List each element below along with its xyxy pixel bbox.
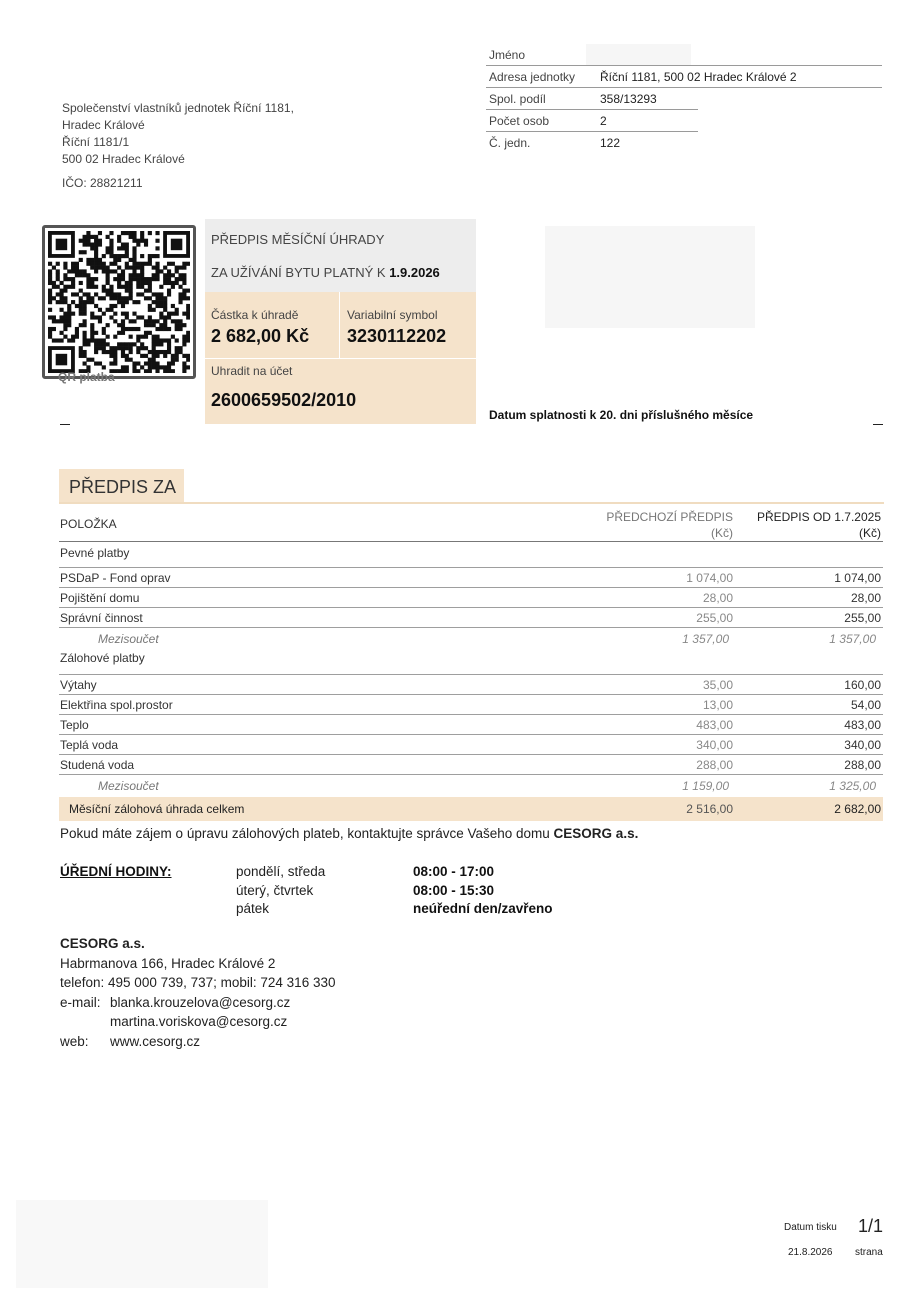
payment-valid-date: 1.9.2026: [389, 265, 440, 280]
table-row: [59, 715, 883, 735]
group-title: Zálohové platby: [60, 651, 145, 665]
contact-company: CESORG a.s.: [60, 936, 145, 951]
total-label: Měsíční zálohová úhrada celkem: [69, 802, 245, 816]
contact-phone: telefon: 495 000 739, 737; mobil: 724 316 330: [60, 975, 336, 990]
prev-value: 28,00: [702, 591, 733, 605]
new-value: 340,00: [844, 738, 881, 752]
unit-info-value: 122: [600, 136, 621, 150]
fold-mark: [873, 424, 883, 425]
unit-info-label: Jméno: [489, 48, 526, 62]
contact-block: [60, 934, 335, 1051]
item-name: Výtahy: [60, 678, 97, 692]
table-row: [59, 588, 883, 608]
redacted-area: [545, 226, 755, 328]
variable-symbol-label: Variabilní symbol: [347, 308, 438, 322]
due-date-note: Datum splatnosti k 20. dni příslušného měsíce: [489, 408, 754, 422]
page-number: 1/1: [858, 1216, 884, 1236]
office-hours-title: ÚŘEDNÍ HODINY:: [60, 864, 172, 879]
payment-title-line2: [211, 265, 440, 280]
owner-line: Společenství vlastníků jednotek Říční 1181,: [62, 101, 294, 115]
new-value: 288,00: [844, 758, 881, 772]
table-row: [59, 695, 883, 715]
name-redacted-field: [586, 44, 691, 66]
prev-total: 2 516,00: [686, 802, 733, 816]
charges-table: [59, 505, 883, 821]
print-date: 21.8.2026: [788, 1247, 833, 1258]
amount-label: Částka k úhradě: [211, 308, 299, 322]
col-new-header: [757, 509, 881, 541]
owner-line: Říční 1181/1: [62, 135, 130, 149]
payment-box-body: [205, 292, 476, 424]
unit-info-row-share: [486, 88, 882, 110]
col-prev-header: [606, 509, 733, 541]
contact-web-row: [60, 1032, 335, 1052]
unit-info-row-name: [486, 44, 882, 66]
prev-value: 13,00: [702, 698, 733, 712]
unit-info-row-address: [486, 66, 882, 88]
new-value: 1 357,00: [829, 632, 876, 646]
unit-info-label: Spol. podíl: [489, 92, 546, 106]
section-tab: [59, 469, 184, 502]
email-link[interactable]: blanka.krouzelova@cesorg.cz: [110, 994, 291, 1010]
group-title: Pevné platby: [60, 546, 130, 560]
contact-email-row: [60, 993, 335, 1013]
col-new-header-line2: (Kč): [859, 526, 881, 540]
item-name: PSDaP - Fond oprav: [60, 571, 171, 585]
table-row: [59, 735, 883, 755]
col-prev-header-line1: PŘEDCHOZÍ PŘEDPIS: [606, 510, 733, 524]
table-header: [59, 505, 883, 542]
fold-mark: [60, 424, 70, 425]
payment-title-prefix: ZA UŽÍVÁNÍ BYTU PLATNÝ K: [211, 265, 390, 280]
new-value: 160,00: [844, 678, 881, 692]
subtotal-label: Mezisoučet: [98, 632, 159, 646]
qr-code[interactable]: [42, 225, 196, 379]
hours-time: 08:00 - 15:30: [413, 883, 495, 898]
unit-info-label: Č. jedn.: [489, 136, 531, 150]
group-title-row: [59, 649, 883, 675]
account-value: 2600659502/2010: [211, 390, 357, 410]
prev-value: 340,00: [696, 738, 733, 752]
hours-days: pondělí, středa: [236, 864, 326, 879]
owner-line: Hradec Králové: [62, 118, 145, 132]
contact-email-row: [60, 1012, 335, 1032]
table-row: [59, 675, 883, 695]
item-name: Správní činnost: [60, 611, 143, 625]
prev-value: 35,00: [702, 678, 733, 692]
email-label: e-mail:: [60, 994, 101, 1010]
item-name: Elektřina spol.prostor: [60, 698, 173, 712]
section-title: PŘEDPIS ZA: [69, 477, 177, 497]
contact-address: Habrmanova 166, Hradec Králové 2: [60, 955, 276, 971]
new-value: 255,00: [844, 611, 881, 625]
prev-value: 1 159,00: [682, 779, 729, 793]
unit-info-table: [486, 44, 882, 154]
new-value: 1 325,00: [829, 779, 876, 793]
item-name: Studená voda: [60, 758, 135, 772]
section-divider: [59, 502, 884, 504]
col-item-header: POLOŽKA: [60, 517, 117, 531]
prev-value: 483,00: [696, 718, 733, 732]
unit-info-label: Počet osob: [489, 114, 550, 128]
note-company: CESORG a.s.: [553, 826, 639, 841]
new-total: 2 682,00: [834, 802, 881, 816]
prev-value: 288,00: [696, 758, 733, 772]
unit-info-value: Říční 1181, 500 02 Hradec Králové 2: [600, 70, 797, 84]
hours-days: úterý, čtvrtek: [236, 883, 314, 898]
table-row: [59, 568, 883, 588]
web-label: web:: [60, 1033, 89, 1049]
item-name: Teplá voda: [60, 738, 119, 752]
page-label: strana: [855, 1247, 883, 1258]
note-text: Pokud máte zájem o úpravu zálohových plateb, kontaktujte správce Vašeho domu: [60, 826, 554, 841]
subtotal-row: [59, 628, 883, 649]
owner-line: 500 02 Hradec Králové: [62, 152, 185, 166]
email-link[interactable]: martina.voriskova@cesorg.cz: [110, 1014, 288, 1029]
print-date-label: Datum tisku: [784, 1222, 837, 1233]
qr-code-pattern: [48, 231, 190, 373]
owner-address: [62, 100, 294, 192]
col-prev-header-line2: (Kč): [711, 526, 733, 540]
subtotal-row: [59, 775, 883, 797]
qr-label: QR platba: [58, 370, 115, 384]
prev-value: 1 357,00: [682, 632, 729, 646]
group-title-row: [59, 542, 883, 568]
amount-value: 2 682,00 Kč: [211, 326, 310, 346]
table-row: [59, 608, 883, 628]
table-row: [59, 755, 883, 775]
prev-value: 1 074,00: [686, 571, 733, 585]
new-value: 483,00: [844, 718, 881, 732]
subtotal-label: Mezisoučet: [98, 779, 159, 793]
item-name: Pojištění domu: [60, 591, 140, 605]
new-value: 1 074,00: [834, 571, 881, 585]
redacted-area: [16, 1200, 268, 1288]
payment-title-line1: PŘEDPIS MĚSÍČNÍ ÚHRADY: [211, 232, 385, 247]
hours-time: 08:00 - 17:00: [413, 864, 495, 879]
web-link[interactable]: www.cesorg.cz: [110, 1033, 201, 1049]
payment-box-header: [205, 219, 476, 292]
adjustment-note: [60, 826, 638, 841]
account-label: Uhradit na účet: [211, 364, 293, 378]
prev-value: 255,00: [696, 611, 733, 625]
unit-info-value: 2: [600, 114, 607, 128]
new-value: 54,00: [850, 698, 881, 712]
hours-time: neúřední den/zavřeno: [413, 901, 553, 916]
variable-symbol-value: 3230112202: [347, 326, 447, 346]
item-name: Teplo: [60, 718, 89, 732]
new-value: 28,00: [850, 591, 881, 605]
owner-ico: IČO: 28821211: [62, 176, 143, 190]
unit-info-label: Adresa jednotky: [489, 70, 576, 84]
hours-days: pátek: [236, 901, 270, 916]
unit-info-row-unit: [486, 132, 882, 154]
unit-info-row-persons: [486, 110, 882, 132]
unit-info-value: 358/13293: [600, 92, 657, 106]
total-row: [59, 797, 883, 821]
col-new-header-line1: PŘEDPIS OD 1.7.2025: [756, 510, 881, 524]
